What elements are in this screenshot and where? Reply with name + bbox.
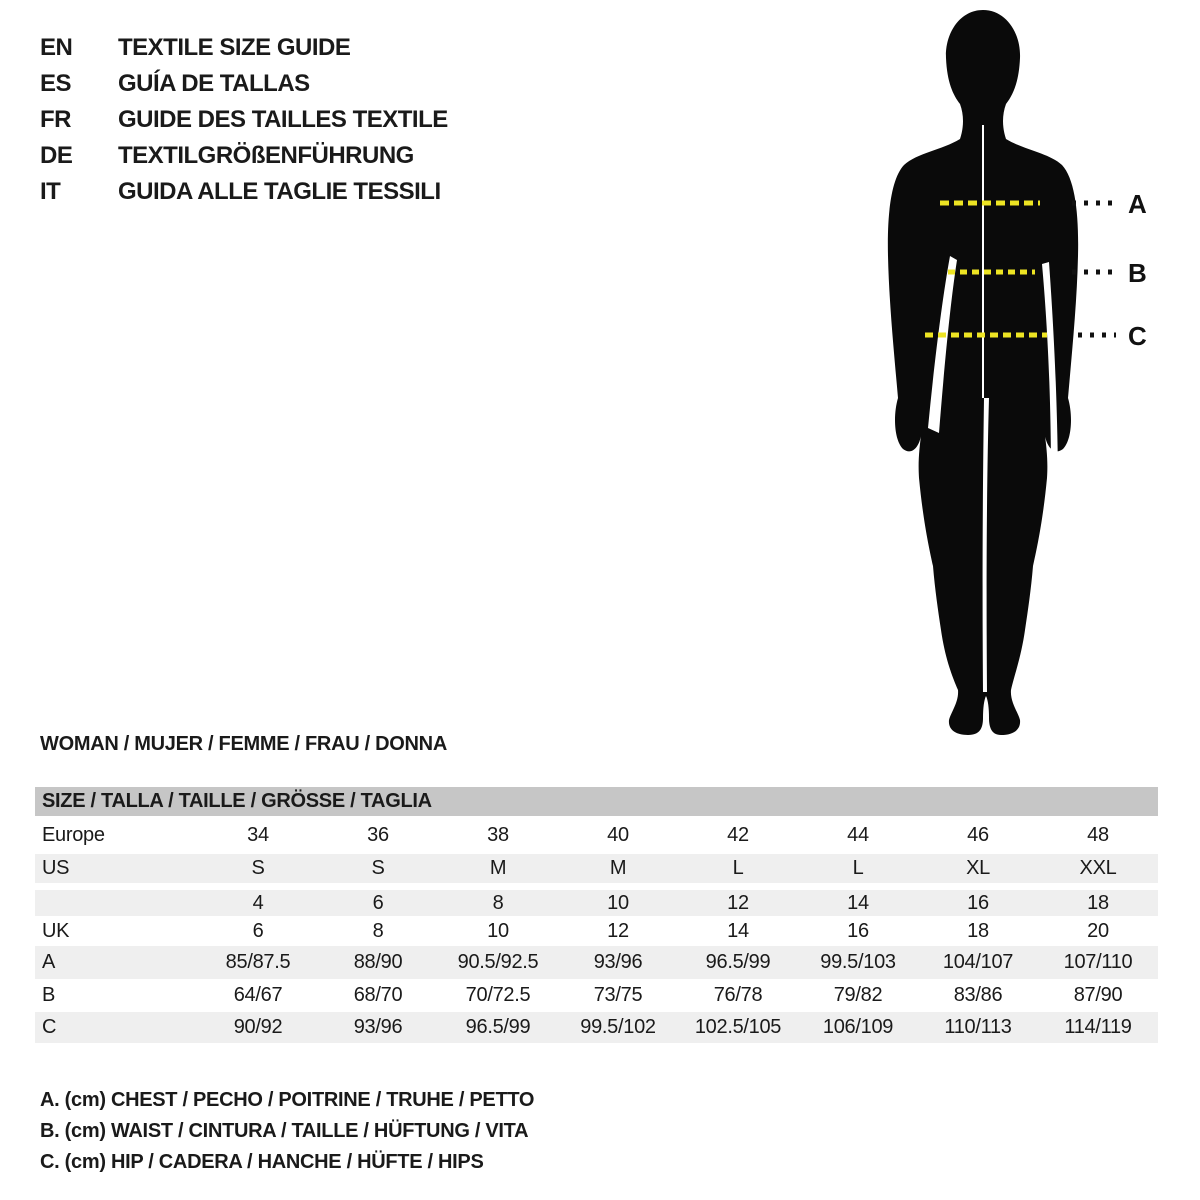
size-cell: 8	[372, 919, 384, 942]
size-cell: 34	[247, 823, 269, 846]
size-cell: M	[489, 857, 507, 879]
legend-line: A. (cm) CHEST / PECHO / POITRINE / TRUHE / PETTO	[40, 1089, 535, 1111]
woman-silhouette-figure	[850, 0, 1190, 745]
size-cell: 93/96	[353, 1016, 403, 1038]
size-cell: 12	[607, 919, 629, 942]
size-cell: 102.5/105	[694, 1016, 782, 1038]
row-label: US	[42, 857, 70, 879]
table-row	[35, 946, 1158, 979]
size-cell: 16	[967, 891, 989, 914]
size-cell: S	[251, 857, 265, 879]
size-cell: 8	[492, 891, 504, 914]
language-title-row	[40, 30, 448, 66]
size-cell: 104/107	[942, 951, 1014, 973]
size-cell: 44	[847, 823, 869, 846]
size-cell: 79/82	[833, 984, 883, 1006]
size-cell: 12	[727, 891, 749, 914]
size-cell: 64/67	[233, 984, 283, 1006]
size-cell: 18	[1087, 891, 1109, 914]
guide-title: TEXTILE SIZE GUIDE	[118, 34, 351, 61]
size-cell: 6	[372, 891, 384, 914]
section-title: WOMAN / MUJER / FEMME / FRAU / DONNA	[40, 733, 447, 755]
row-label: C	[42, 1016, 57, 1038]
size-cell: 68/70	[353, 984, 403, 1006]
guide-title: GUÍA DE TALLAS	[118, 70, 310, 97]
size-cell: 38	[487, 823, 509, 846]
size-cell: XXL	[1079, 857, 1117, 879]
size-cell: 114/119	[1064, 1016, 1132, 1038]
size-cell: 36	[367, 823, 389, 846]
size-cell: 70/72.5	[465, 984, 531, 1006]
size-cell: 99.5/102	[580, 1016, 656, 1038]
size-cell: 18	[967, 919, 989, 942]
size-cell: 107/110	[1063, 951, 1133, 973]
language-code: DE	[40, 142, 73, 169]
row-label: B	[42, 984, 56, 1006]
chest-marker-label: A	[1128, 189, 1147, 219]
size-cell: 88/90	[353, 951, 403, 973]
size-cell: 106/109	[822, 1016, 894, 1038]
size-cell: 46	[967, 823, 989, 846]
table-row	[35, 854, 1158, 883]
table-row	[35, 916, 1158, 946]
size-cell: 10	[607, 891, 629, 914]
language-title-row	[40, 102, 448, 138]
size-cell: 85/87.5	[225, 951, 291, 973]
row-label: A	[42, 951, 56, 973]
size-cell: 4	[252, 891, 264, 914]
size-table	[35, 787, 1158, 1043]
size-cell: 6	[252, 919, 264, 942]
size-cell: 42	[727, 823, 749, 846]
guide-title: GUIDA ALLE TAGLIE TESSILI	[118, 178, 441, 205]
size-cell: 76/78	[713, 984, 763, 1006]
row-label: UK	[42, 919, 70, 942]
language-code: IT	[40, 178, 61, 205]
size-table-header: SIZE / TALLA / TAILLE / GRÖSSE / TAGLIA	[35, 787, 1158, 816]
size-cell: 73/75	[593, 984, 643, 1006]
size-cell: 96.5/99	[465, 1016, 531, 1038]
size-cell: L	[852, 857, 864, 879]
guide-title: TEXTILGRÖßENFÜHRUNG	[118, 142, 414, 169]
language-code: ES	[40, 70, 72, 97]
size-cell: 90/92	[233, 1016, 283, 1038]
waist-marker-label: B	[1128, 258, 1147, 288]
size-cell: 20	[1087, 919, 1109, 942]
guide-title: GUIDE DES TAILLES TEXTILE	[118, 106, 448, 133]
legend-line: C. (cm) HIP / CADERA / HANCHE / HÜFTE / HIPS	[40, 1151, 484, 1173]
size-cell: XL	[966, 857, 990, 879]
torso-seam-line	[982, 125, 984, 398]
size-cell: 93/96	[593, 951, 643, 973]
language-title-row	[40, 66, 448, 102]
table-row	[35, 890, 1158, 916]
measure-legend	[40, 1085, 534, 1178]
language-code: FR	[40, 106, 71, 133]
size-cell: 48	[1087, 823, 1109, 846]
size-cell: 90.5/92.5	[457, 951, 539, 973]
size-cell: 16	[847, 919, 869, 942]
size-cell: 14	[727, 919, 749, 942]
size-cell: 110/113	[944, 1016, 1012, 1038]
language-title-list	[40, 30, 448, 210]
table-row	[35, 1012, 1158, 1043]
size-cell: 40	[607, 823, 629, 846]
size-cell: 99.5/103	[820, 951, 896, 973]
size-cell: 96.5/99	[705, 951, 771, 973]
size-cell: 83/86	[953, 984, 1003, 1006]
hip-marker-label: C	[1128, 321, 1147, 351]
size-cell: 14	[847, 891, 869, 914]
language-title-row	[40, 138, 448, 174]
table-row	[35, 816, 1158, 854]
legend-line: B. (cm) WAIST / CINTURA / TAILLE / HÜFTUNG / VITA	[40, 1120, 529, 1142]
size-cell: S	[371, 857, 385, 879]
size-cell: M	[609, 857, 627, 879]
row-label: Europe	[42, 823, 105, 846]
size-cell: L	[732, 857, 744, 879]
size-table-body	[35, 816, 1158, 1043]
table-row	[35, 979, 1158, 1012]
language-code: EN	[40, 34, 73, 61]
size-cell: 10	[487, 919, 509, 942]
language-title-row	[40, 174, 448, 210]
size-cell: 87/90	[1073, 984, 1123, 1006]
